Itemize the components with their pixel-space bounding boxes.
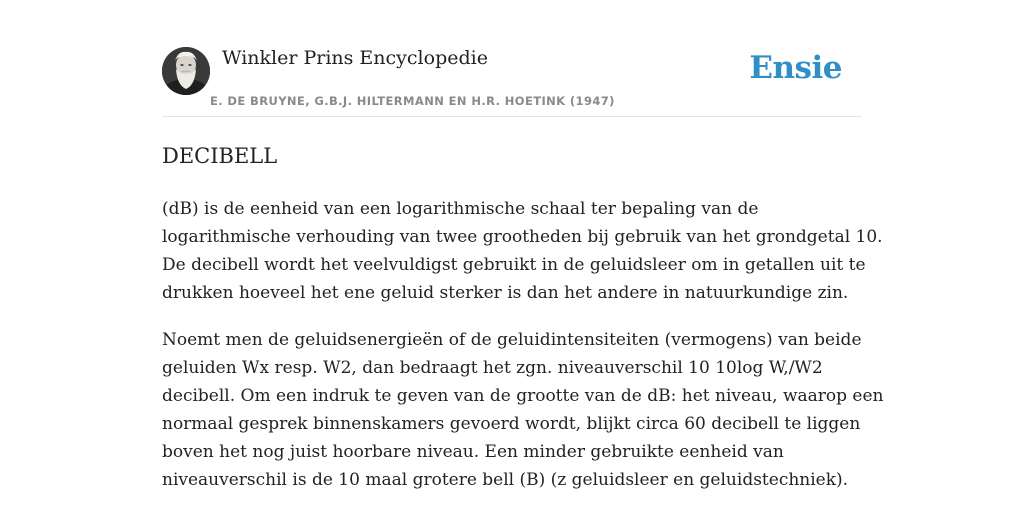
site-header (162, 0, 862, 117)
paragraph-line: Noemt men de geluidsenergieën of de geluidintensiteiten (vermogens) van beide (162, 330, 862, 350)
paragraph-line: drukken hoeveel het ene geluid sterker is dan het andere in natuurkundige zin. (162, 283, 849, 303)
paragraph-line: De decibell wordt het veelvuldigst gebruikt in de geluidsleer om in getallen uit te (162, 255, 866, 275)
paragraph-line: geluiden Wx resp. W2, dan bedraagt het zgn. niveauverschil 10 10log W,/W2 (162, 358, 823, 378)
paragraph-line: normaal gesprek binnenskamers gevoerd wordt, blijkt circa 60 decibell te liggen (162, 414, 861, 434)
article-paragraph-1 (162, 195, 883, 307)
author-avatar[interactable] (162, 47, 210, 95)
bearded-man-portrait-icon (162, 47, 210, 95)
paragraph-line: (dB) is de eenheid van een logarithmische schaal ter bepaling van de (162, 199, 759, 219)
paragraph-line: decibell. Om een indruk te geven van de grootte van de dB: het niveau, waarop een (162, 386, 884, 406)
page (162, 0, 884, 494)
article-paragraph-2 (162, 326, 884, 494)
paragraph-line: boven het nog juist hoorbare niveau. Een minder gebruikte eenheid van (162, 442, 784, 462)
authors-line: E. DE BRUYNE, G.B.J. HILTERMANN EN H.R. HOETINK (1947) (210, 94, 615, 108)
article-title: DECIBELL (162, 144, 278, 168)
ensie-logo[interactable]: Ensie (749, 50, 842, 86)
paragraph-line: logarithmische verhouding van twee grootheden bij gebruik van het grondgetal 10. (162, 227, 883, 247)
site-title[interactable]: Winkler Prins Encyclopedie (222, 47, 488, 69)
paragraph-line: niveauverschil is de 10 maal grotere bell (B) (z geluidsleer en geluidstechniek). (162, 470, 849, 490)
